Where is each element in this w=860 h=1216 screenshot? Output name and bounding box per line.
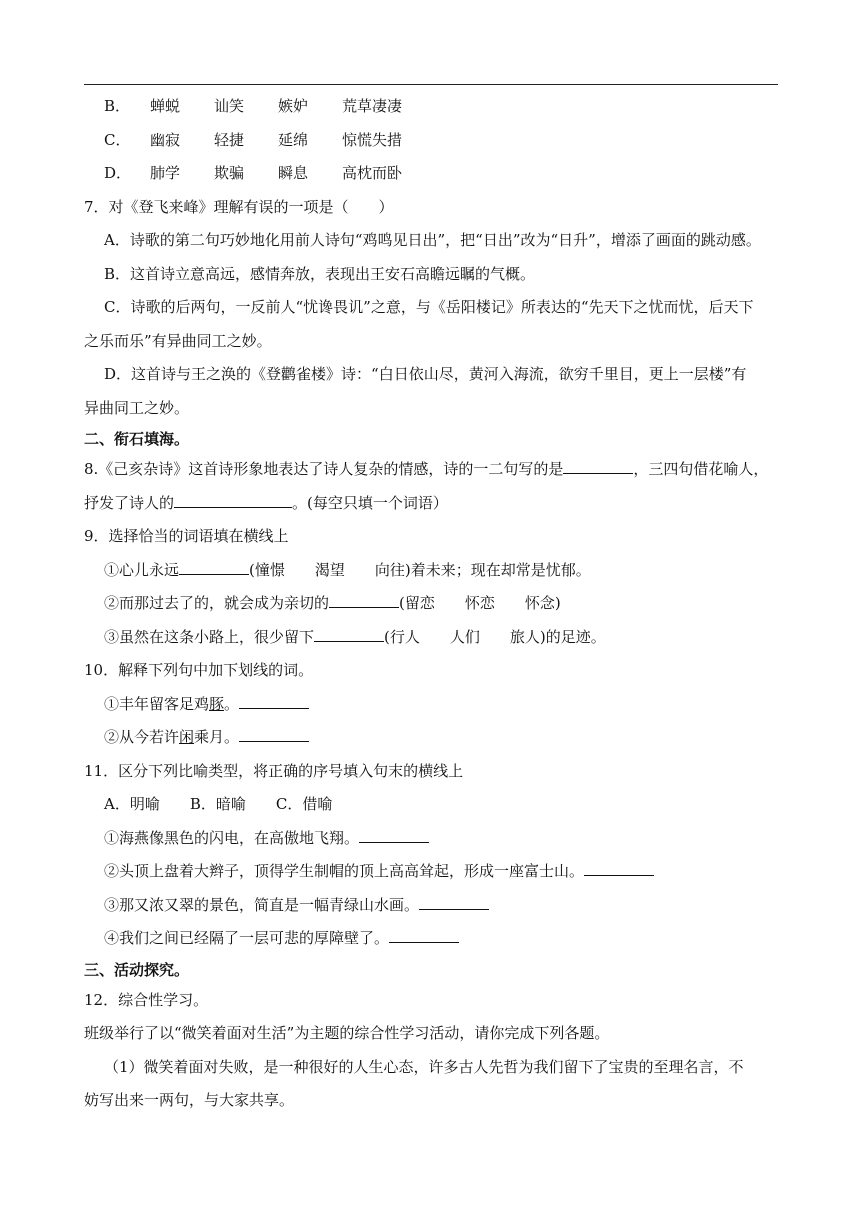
- q9-stem: 9．选择恰当的词语填在横线上: [84, 527, 289, 545]
- q7-option-d-line2: 异曲同工之妙。: [84, 398, 190, 417]
- q10-blank-2[interactable]: [239, 725, 309, 742]
- q11-item-1: ①海燕像黑色的闪电，在高傲地飞翔。: [84, 822, 778, 856]
- q7-option-a: A．诗歌的第二句巧妙地化用前人诗句“鸡鸣见日出”，把“日出”改为“日升”，增添了画面的跳动感。: [104, 231, 761, 249]
- q12-part1-line2: 妨写出来一两句，与大家共享。: [84, 1091, 295, 1109]
- q8-blank-2[interactable]: [174, 491, 292, 508]
- q6-option-b: B． 蝉蜕 讪笑 嫉妒 荒草凄凄: [104, 97, 403, 115]
- underlined-word: 豚: [209, 694, 225, 713]
- q12-part1-line1: （1）微笑着面对失败，是一种很好的人生心态，许多古人先哲为我们留下了宝贵的至理名言，不: [104, 1057, 744, 1076]
- header-rule: [84, 84, 778, 85]
- q11-blank-2[interactable]: [584, 859, 654, 876]
- q11-blank-4[interactable]: [389, 926, 459, 943]
- q7-option-b: B．这首诗立意高远，感情奔放，表现出王安石高瞻远瞩的气概。: [104, 264, 536, 283]
- q10-item-2: ②从今若许闲乘月。: [84, 721, 778, 755]
- q12-intro: 班级举行了以“微笑着面对生活”为主题的综合性学习活动，请你完成下列各题。: [84, 1024, 610, 1042]
- q11-stem: 11．区分下列比喻类型，将正确的序号填入句末的横线上: [84, 761, 464, 780]
- underlined-word: 闲: [179, 728, 195, 746]
- section-heading-2: 二、衔石填海。: [84, 430, 190, 448]
- q7-option-c-line1: C．诗歌的后两句，一反前人“忧谗畏讥”之意，与《岳阳楼记》所表达的“先天下之忧而忧，后天下: [104, 298, 754, 316]
- q10-stem: 10．解释下列句中加下划线的词。: [84, 661, 314, 679]
- q10-item-1: ①丰年留客足鸡豚。: [84, 688, 778, 722]
- q8-blank-1[interactable]: [563, 457, 633, 474]
- q6-option-d: D． 肺学 欺骗 瞬息 高枕而卧: [104, 164, 403, 182]
- document-page: [84, 90, 778, 1118]
- q8-line2: 抒发了诗人的 。(每空只填一个词语）: [84, 487, 778, 521]
- q11-item-3: ③那又浓又翠的景色，简直是一幅青绿山水画。: [84, 889, 778, 923]
- q7-stem: 7．对《登飞来峰》理解有误的一项是（ ）: [84, 197, 394, 216]
- q6-option-c: C． 幽寂 轻捷 延绵 惊慌失措: [104, 130, 403, 149]
- section-heading-3: 三、活动探究。: [84, 960, 190, 979]
- q7-option-c-line2: 之乐而乐”有异曲同工之妙。: [84, 331, 272, 350]
- q11-blank-1[interactable]: [359, 826, 429, 843]
- q11-item-4: ④我们之间已经隔了一层可悲的厚障壁了。: [84, 922, 778, 956]
- q11-blank-3[interactable]: [419, 893, 489, 910]
- q9-item-1: ①心儿永远 (憧憬 渴望 向往)着未来；现在却常是忧郁。: [84, 554, 778, 588]
- q9-blank-1[interactable]: [179, 558, 249, 575]
- q9-item-3: ③虽然在这条小路上，很少留下 (行人 人们 旅人)的足迹。: [84, 621, 778, 655]
- q10-blank-1[interactable]: [239, 692, 309, 709]
- q9-item-2: ②而那过去了的，就会成为亲切的 (留恋 怀恋 怀念): [84, 587, 778, 621]
- q8-line1: 8.《己亥杂诗》这首诗形象地表达了诗人复杂的情感，诗的一二句写的是 ，三四句借花喻人，: [84, 453, 778, 487]
- q11-options: A．明喻 B．暗喻 C．借喻: [104, 795, 333, 813]
- q11-item-2: ②头顶上盘着大辫子，顶得学生制帽的顶上高高耸起，形成一座富士山。: [84, 855, 778, 889]
- q9-blank-2[interactable]: [329, 591, 399, 608]
- q9-blank-3[interactable]: [314, 625, 384, 642]
- q12-stem: 12．综合性学习。: [84, 990, 209, 1009]
- q7-option-d-line1: D．这首诗与王之涣的《登鹳雀楼》诗：“白日依山尽，黄河入海流，欲穷千里目，更上一层楼”有: [104, 365, 747, 383]
